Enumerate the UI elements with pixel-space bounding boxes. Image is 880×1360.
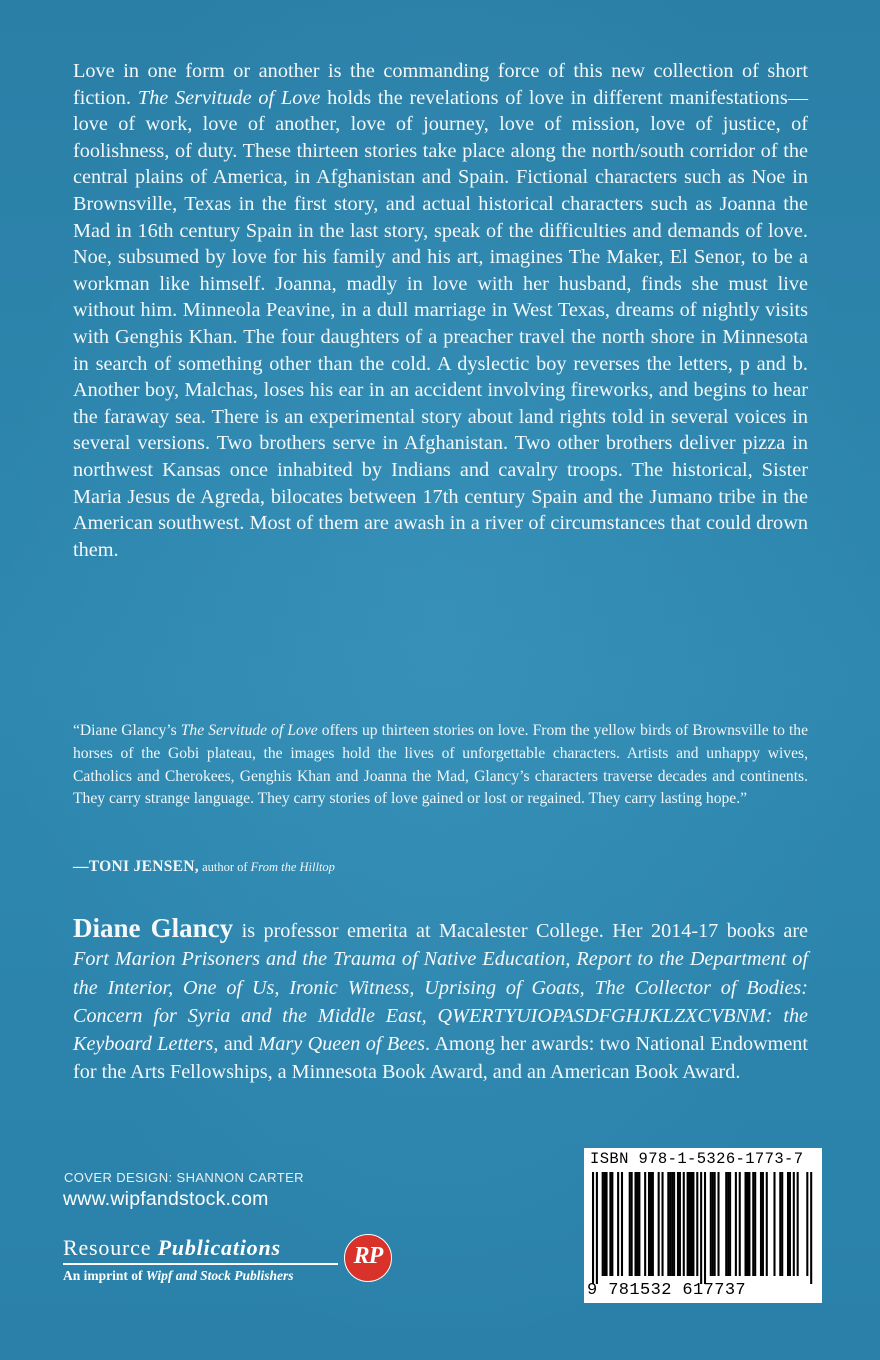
barcode-bar: [748, 1172, 750, 1276]
endorsement-quote: [73, 720, 808, 811]
barcode-bar: [679, 1172, 681, 1276]
barcode-bar: [662, 1172, 664, 1276]
barcode-bar: [754, 1172, 756, 1276]
barcode-bar: [650, 1172, 652, 1276]
barcode-bar: [636, 1172, 638, 1276]
barcode-bar: [696, 1172, 698, 1276]
rp-logo-text: RP: [353, 1243, 383, 1269]
rp-logo-icon: [344, 1234, 392, 1282]
barcode-bar: [773, 1172, 775, 1276]
barcode-bar: [683, 1172, 685, 1276]
barcode-bar: [667, 1172, 669, 1276]
bio-text-1: is professor emerita at Macalester College. Her 2014-17 books are: [233, 920, 809, 942]
barcode-digits: 9 781532 617737: [587, 1281, 747, 1300]
publisher-name-italic: Publications: [157, 1235, 281, 1260]
barcode-bar: [704, 1172, 706, 1284]
barcode-bar: [687, 1172, 689, 1276]
barcode-bar: [700, 1172, 702, 1284]
barcode-bar: [797, 1172, 799, 1276]
bio-books-1: Fort Marion Prisoners and the Trauma of Native Education, Report to the Department of the Interior, One of Us, Ironic Witness, Uprising of Goats, The Collector of Bodies: Concern for Syria and the Middle East, QWERTYUIOPASDFGHJKLZXCVBNM: the Keyboard Letters,: [73, 948, 808, 1056]
publisher-block: [63, 1235, 338, 1284]
barcode-bar: [760, 1172, 762, 1276]
author-name: Diane Glancy: [73, 913, 234, 943]
barcode-bar: [735, 1172, 737, 1276]
bio-text-3: . Among her awards: two National Endowment for the Arts Fellowships, a Minnesota Book Award, and an American Book Award.: [73, 1033, 808, 1084]
barcode-bar: [710, 1172, 712, 1276]
barcode-bar: [729, 1172, 731, 1276]
publisher-name-plain: Resource: [63, 1235, 158, 1260]
barcode-bar: [673, 1172, 675, 1276]
barcode-bar: [604, 1172, 606, 1276]
barcode-bar: [781, 1172, 783, 1276]
imprint-name: Wipf and Stock Publishers: [145, 1267, 294, 1283]
barcode-bar: [652, 1172, 654, 1276]
barcode-bar: [745, 1172, 747, 1276]
barcode-bar: [779, 1172, 781, 1276]
imprint-prefix: An imprint of: [63, 1267, 146, 1283]
book-description: [73, 58, 808, 563]
barcode-bar: [629, 1172, 631, 1276]
barcode-bar: [692, 1172, 694, 1276]
barcode-bar: [634, 1172, 636, 1276]
isbn-barcode: [584, 1148, 822, 1303]
barcode-bar: [762, 1172, 764, 1276]
barcode-bar: [617, 1172, 619, 1276]
endorser-book: From the Hilltop: [250, 860, 335, 874]
barcode-bar: [690, 1172, 692, 1276]
barcode-bar: [787, 1172, 789, 1276]
barcode-bar: [592, 1172, 594, 1284]
barcode-bar: [631, 1172, 633, 1276]
barcode-bar: [658, 1172, 660, 1276]
endorser-name: —TONI JENSEN,: [73, 858, 199, 875]
barcode-bar: [717, 1172, 719, 1276]
quote-text-2: offers up thirteen stories on love. From the yellow birds of Brownsville to the horses of the Gobi plateau, the images hold the lives of unforgettable characters. Artists and unhappy wives, Catholics and Cherokees, Genghis Khan and Joanna the Mad, Glancy’s characters traverse decades and continents. They carry strange language. They carry stories of love gained or lost or regained. They carry lasting hope.”: [73, 722, 808, 808]
barcode-bar: [793, 1172, 795, 1276]
barcode-bar: [606, 1172, 608, 1276]
barcode-bar: [806, 1172, 808, 1276]
endorsement-attribution: [73, 858, 335, 876]
isbn-label: ISBN 978-1-5326-1773-7: [590, 1150, 804, 1168]
barcode-bar: [609, 1172, 611, 1276]
publisher-imprint: [63, 1268, 338, 1284]
author-bio: [73, 914, 808, 1087]
bio-text-2: and: [218, 1033, 259, 1056]
barcode-bar: [712, 1172, 714, 1276]
barcode-bar: [727, 1172, 729, 1276]
barcode-bar: [746, 1172, 748, 1276]
description-text-1: Love in one form or another is the commanding force of this new collection of short fiction.: [73, 60, 808, 109]
barcode-bar: [669, 1172, 671, 1276]
description-text-2: holds the revelations of love in different manifestations—love of work, love of another, love of journey, love of mission, love of justice, of foolishness, of duty. These thirteen stories take place along the north/south corridor of the central plains of America, in Afghanistan and Spain. Fictional characters such as Noe in Brownsville, Texas in the first story, and actual historical characters such as Joanna the Mad in 16th century Spain in the last story, speak of the difficulties and demands of love. Noe, subsumed by love for his family and his art, imagines The Maker, El Senor, to be a workman like himself. Joanna, madly in love with her husband, finds she must live without him. Minneola Peavine, in a dull marriage in West Texas, dreams of nightly visits with Genghis Khan. The four daughters of a preacher travel the north shore in Minnesota in search of something other than the cold. A dyslectic boy reverses the letters, p and b. Another boy, Malchas, loses his ear in an accident involving fireworks, and begins to hear the faraway sea. There is an experimental story about land rights told in several voices in several versions. Two brothers serve in Afghanistan. Two other brothers deliver pizza in northwest Kansas once inhabited by Indians and cavalry troops. The historical, Sister Maria Jesus de Agreda, bilocates between 17th century Spain and the Jumano tribe in the American southwest. Most of them are awash in a river of circumstances that could drown them.: [73, 86, 808, 561]
quote-text-1: “Diane Glancy’s: [73, 722, 181, 739]
barcode-bar: [596, 1172, 598, 1284]
barcode-bar: [689, 1172, 691, 1276]
barcode-bar: [810, 1172, 812, 1284]
publisher-divider: [63, 1263, 338, 1265]
barcode-bar: [739, 1172, 741, 1276]
barcode-bar: [611, 1172, 613, 1276]
barcode-bar: [752, 1172, 754, 1276]
barcode-bar: [714, 1172, 716, 1276]
publisher-website: www.wipfandstock.com: [63, 1188, 269, 1210]
barcode-bar: [648, 1172, 650, 1276]
barcode-bar: [602, 1172, 604, 1276]
barcode-bar: [766, 1172, 768, 1276]
barcode-bar: [725, 1172, 727, 1276]
barcode-bar: [644, 1172, 646, 1276]
barcode-bar: [789, 1172, 791, 1276]
description-title: The Servitude of Love: [137, 86, 321, 109]
endorser-role: author of: [198, 860, 251, 874]
barcode-bar: [677, 1172, 679, 1276]
bio-books-2: Mary Queen of Bees: [258, 1033, 425, 1056]
quote-title: The Servitude of Love: [180, 722, 318, 739]
publisher-name: [63, 1235, 338, 1261]
barcode-bar: [671, 1172, 673, 1276]
barcode-bars: [592, 1172, 814, 1284]
barcode-bar: [638, 1172, 640, 1276]
barcode-bar: [621, 1172, 623, 1276]
cover-design-credit: COVER DESIGN: SHANNON CARTER: [64, 1170, 304, 1185]
